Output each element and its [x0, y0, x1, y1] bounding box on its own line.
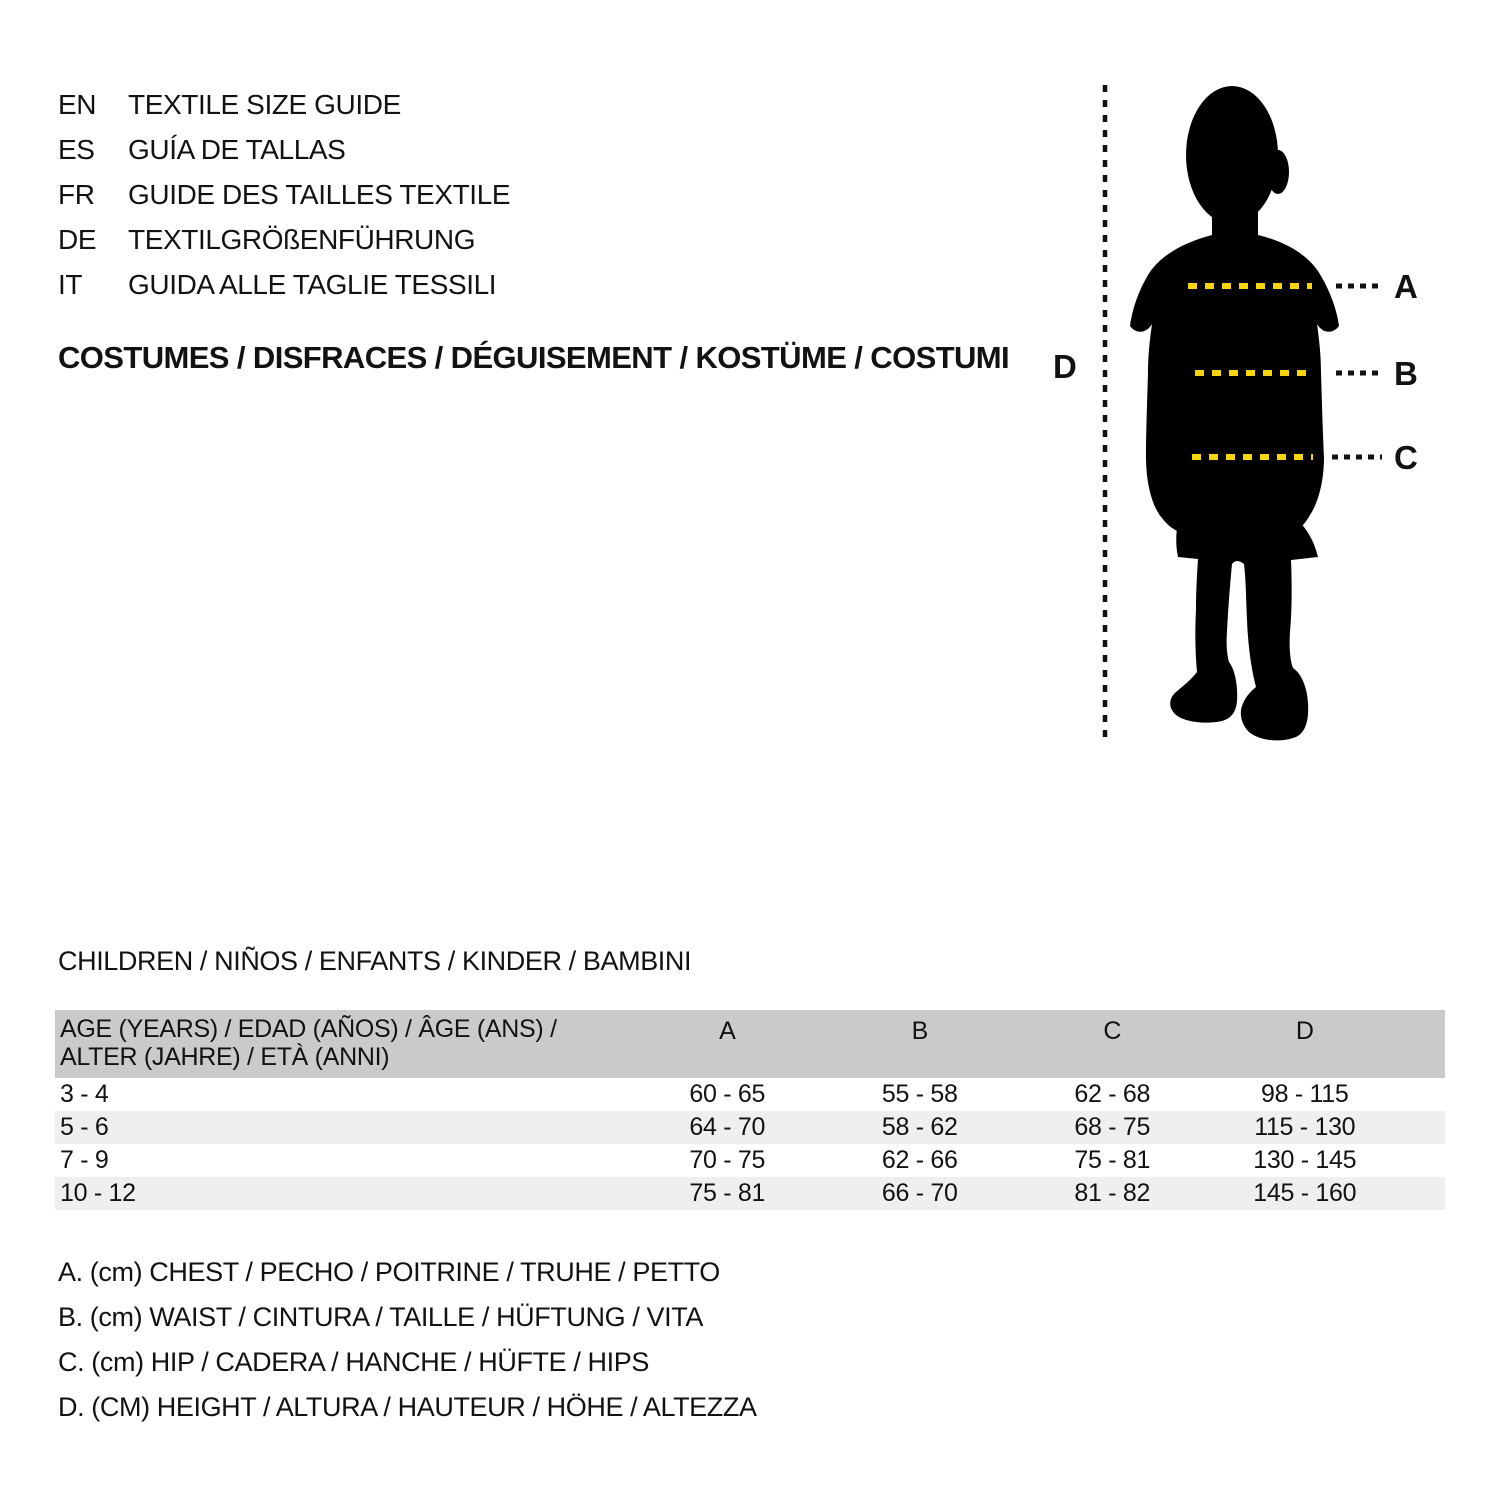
- language-code: FR: [58, 178, 95, 210]
- measure-label-a: A: [1394, 268, 1418, 305]
- age-cell: 10 - 12: [60, 1179, 136, 1207]
- language-code: ES: [58, 133, 95, 165]
- chest-cell: 64 - 70: [689, 1113, 766, 1141]
- chest-cell: 60 - 65: [689, 1080, 766, 1108]
- language-title: TEXTILE SIZE GUIDE: [128, 88, 401, 120]
- age-header-line2: ALTER (JAHRE) / ETÀ (ANNI): [60, 1043, 390, 1071]
- language-title: GUÍA DE TALLAS: [128, 133, 346, 165]
- measurement-diagram: [1040, 60, 1501, 760]
- hip-cell: 75 - 81: [1074, 1146, 1151, 1174]
- child-silhouette-icon: [1040, 60, 1501, 760]
- language-title-list: [58, 82, 510, 307]
- height-cell: 145 - 160: [1253, 1179, 1357, 1207]
- table-header-row: [55, 1010, 1445, 1078]
- language-row-de: [58, 217, 510, 262]
- measure-label-b: B: [1394, 355, 1418, 392]
- language-title: GUIDE DES TAILLES TEXTILE: [128, 178, 511, 210]
- column-header-a: A: [719, 1017, 736, 1045]
- height-cell: 130 - 145: [1253, 1146, 1357, 1174]
- hip-cell: 68 - 75: [1074, 1113, 1151, 1141]
- height-cell: 98 - 115: [1261, 1080, 1349, 1108]
- column-header-b: B: [911, 1017, 928, 1045]
- chest-cell: 75 - 81: [689, 1179, 766, 1207]
- measure-label-d: D: [1053, 348, 1077, 385]
- measure-label-c: C: [1394, 439, 1418, 476]
- table-row: [55, 1078, 1445, 1111]
- language-code: DE: [58, 223, 97, 255]
- language-title: GUIDA ALLE TAGLIE TESSILI: [128, 268, 497, 300]
- legend-chest: A. (cm) CHEST / PECHO / POITRINE / TRUHE / PETTO: [58, 1257, 720, 1287]
- legend-height: D. (CM) HEIGHT / ALTURA / HAUTEUR / HÖHE / ALTEZZA: [58, 1392, 757, 1422]
- waist-cell: 55 - 58: [881, 1080, 958, 1108]
- language-code: EN: [58, 88, 97, 120]
- waist-cell: 58 - 62: [881, 1113, 958, 1141]
- language-row-es: [58, 127, 510, 172]
- chest-cell: 70 - 75: [689, 1146, 766, 1174]
- table-row: [55, 1144, 1445, 1177]
- age-cell: 7 - 9: [60, 1146, 109, 1174]
- age-cell: 3 - 4: [60, 1080, 109, 1108]
- waist-cell: 62 - 66: [881, 1146, 958, 1174]
- table-row: [55, 1111, 1445, 1144]
- column-header-d: D: [1295, 1017, 1314, 1045]
- legend-waist: B. (cm) WAIST / CINTURA / TAILLE / HÜFTUNG / VITA: [58, 1302, 703, 1332]
- hip-cell: 81 - 82: [1074, 1179, 1151, 1207]
- age-header-line1: AGE (YEARS) / EDAD (AÑOS) / ÂGE (ANS) /: [60, 1015, 557, 1043]
- hip-cell: 62 - 68: [1074, 1080, 1151, 1108]
- age-column-header: [55, 1015, 631, 1071]
- language-row-en: [58, 82, 510, 127]
- column-header-c: C: [1103, 1017, 1122, 1045]
- language-row-fr: [58, 172, 510, 217]
- legend-hip: C. (cm) HIP / CADERA / HANCHE / HÜFTE / HIPS: [58, 1347, 649, 1377]
- category-title: COSTUMES / DISFRACES / DÉGUISEMENT / KOSTÜME / COSTUMI: [58, 340, 1010, 375]
- height-cell: 115 - 130: [1254, 1113, 1356, 1141]
- children-size-table: [55, 1010, 1445, 1210]
- language-code: IT: [58, 268, 83, 300]
- language-row-it: [58, 262, 510, 307]
- age-cell: 5 - 6: [60, 1113, 109, 1141]
- language-title: TEXTILGRÖßENFÜHRUNG: [128, 223, 476, 255]
- table-section-title: CHILDREN / NIÑOS / ENFANTS / KINDER / BAMBINI: [58, 946, 692, 976]
- waist-cell: 66 - 70: [881, 1179, 958, 1207]
- table-row: [55, 1177, 1445, 1210]
- measurement-legend: [58, 1250, 757, 1430]
